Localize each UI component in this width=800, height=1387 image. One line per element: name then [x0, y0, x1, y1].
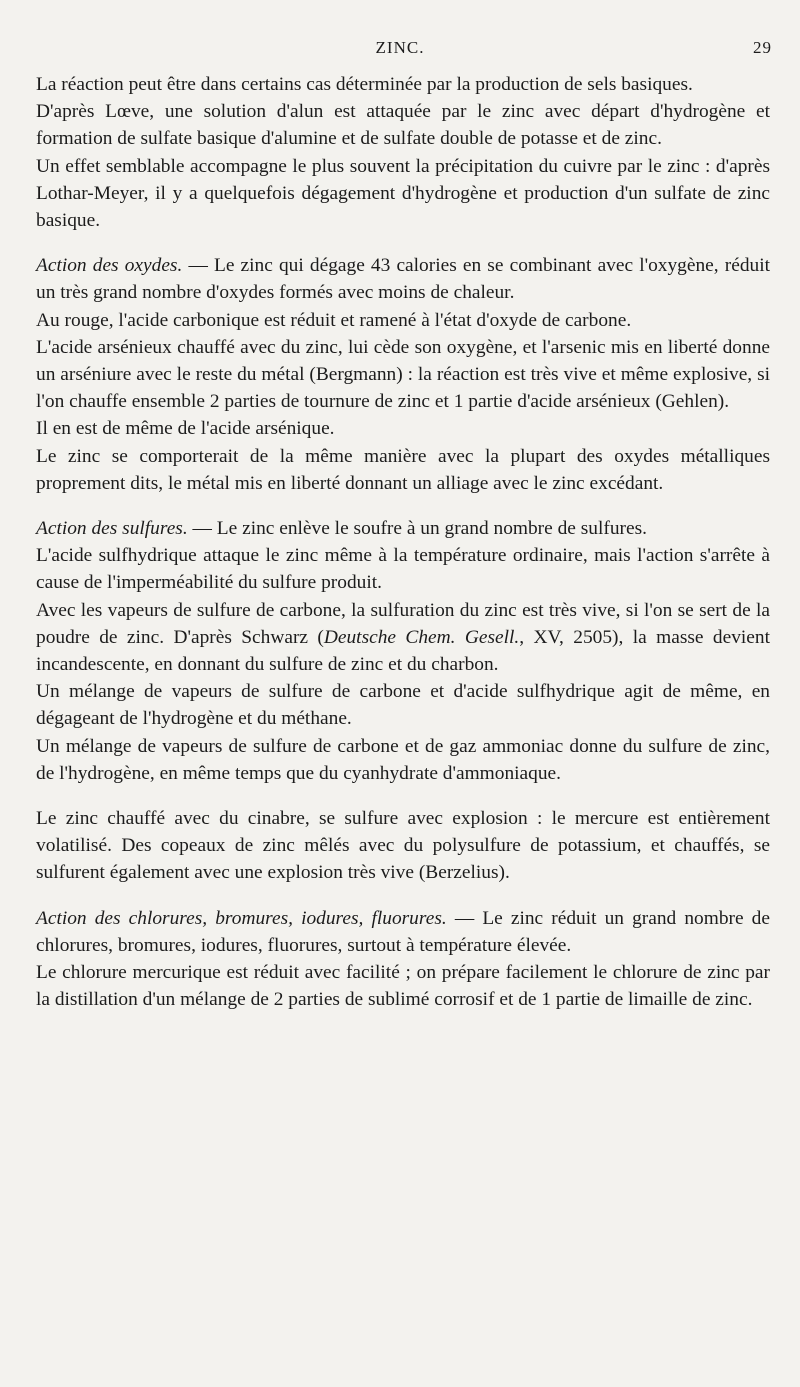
paragraph-text: , XV, 2505), la masse devient incandescente, en donnant du sulfure de zinc et du charbon. [36, 626, 770, 676]
paragraph-text: — Le zinc réduit un grand nombre de chlorures, bromures, iodures, fluorures, surtout à température élevée. [36, 907, 770, 956]
paragraph [36, 334, 770, 416]
paragraph [36, 98, 770, 152]
paragraph-text: La réaction peut être dans certains cas déterminée par la production de sels basiques. [36, 74, 693, 95]
paragraph-text: — Le zinc enlève le soufre à un grand nombre de sulfures. [187, 518, 647, 540]
paragraph-text: Un effet semblable accompagne le plus souvent la précipitation du cuivre par le zinc : d'après Lothar-Meyer, il y a quelquefois dégagement d'hydrogène et production d'un sulfate de zinc basique. [36, 155, 770, 232]
page-number: 29 [753, 38, 772, 57]
page-body [36, 71, 770, 1014]
running-title: ZINC. [375, 38, 425, 57]
paragraph-text: Avec les vapeurs de sulfure de carbone, la sulfuration du zinc est très vive, si l'on se sert de la poudre de zinc. D'après Schwarz ( [36, 599, 770, 648]
section-heading: Action des sulfures. [36, 518, 188, 540]
paragraph [36, 153, 770, 235]
section-paragraph [36, 515, 770, 542]
paragraph [36, 542, 770, 596]
section-heading: Action des oxydes. [36, 255, 183, 277]
section-heading: Action des chlorures, bromures, iodures, fluorures. [36, 907, 447, 929]
paragraph-text: Un mélange de vapeurs de sulfure de carbone et de gaz ammoniac donne du sulfure de zinc, de l'hydrogène, en même temps que du cyanhydrate d'ammoniaque. [36, 735, 770, 784]
paragraph-text: D'après Lœve, une solution d'alun est attaquée par le zinc avec départ d'hydrogène et formation de sulfate basique d'alumine et de sulfate double de potasse et de zinc. [36, 101, 770, 150]
paragraph-text: L'acide arsénieux chauffé avec du zinc, lui cède son oxygène, et l'arsenic mis en liberté donne un arséniure avec le reste du métal (Bergmann) : la réaction est très vive et même explosive, si l'on chauffe ensemble 2 parties de tournure de zinc et 1 partie d'acide arsénieux (Gehlen). [36, 336, 770, 413]
section-paragraph [36, 905, 770, 959]
paragraph [36, 678, 770, 732]
paragraph [36, 597, 770, 679]
paragraph [36, 307, 770, 334]
paragraph [36, 733, 770, 787]
running-header [0, 38, 800, 62]
paragraph-text: — Le zinc qui dégage 43 calories en se combinant avec l'oxygène, réduit un très grand nombre d'oxydes formés avec moins de chaleur. [36, 255, 770, 304]
paragraph-text: Au rouge, l'acide carbonique est réduit et ramené à l'état d'oxyde de carbone. [36, 309, 632, 331]
citation: Deutsche Chem. Gesell. [323, 626, 520, 648]
paragraph-text: Il en est de même de l'acide arsénique. [36, 418, 335, 440]
paragraph [36, 443, 770, 497]
paragraph [36, 71, 770, 98]
paragraph [36, 805, 770, 887]
paragraph [36, 959, 770, 1013]
paragraph [36, 415, 770, 442]
paragraph-text: Le chlorure mercurique est réduit avec facilité ; on prépare facilement le chlorure de zinc par la distillation d'un mélange de 2 parties de sublimé corrosif et de 1 partie de limaille de zinc. [36, 962, 770, 1011]
paragraph-text: Un mélange de vapeurs de sulfure de carbone et d'acide sulfhydrique agit de même, en dégageant de l'hydrogène et du méthane. [36, 681, 770, 730]
paragraph-text: L'acide sulfhydrique attaque le zinc même à la température ordinaire, mais l'action s'arrête à cause de l'imperméabilité du sulfure produit. [36, 545, 770, 594]
section-paragraph [36, 252, 770, 306]
paragraph-text: Le zinc chauffé avec du cinabre, se sulfure avec explosion : le mercure est entièrement volatilisé. Des copeaux de zinc mêlés avec du polysulfure de potassium, et chauffés, se sulfurent également avec une explosion très vive (Berzelius). [36, 808, 770, 884]
paragraph-text: Le zinc se comporterait de la même manière avec la plupart des oxydes métalliques proprement dits, le métal mis en liberté donnant un alliage avec le zinc excédant. [36, 445, 770, 494]
